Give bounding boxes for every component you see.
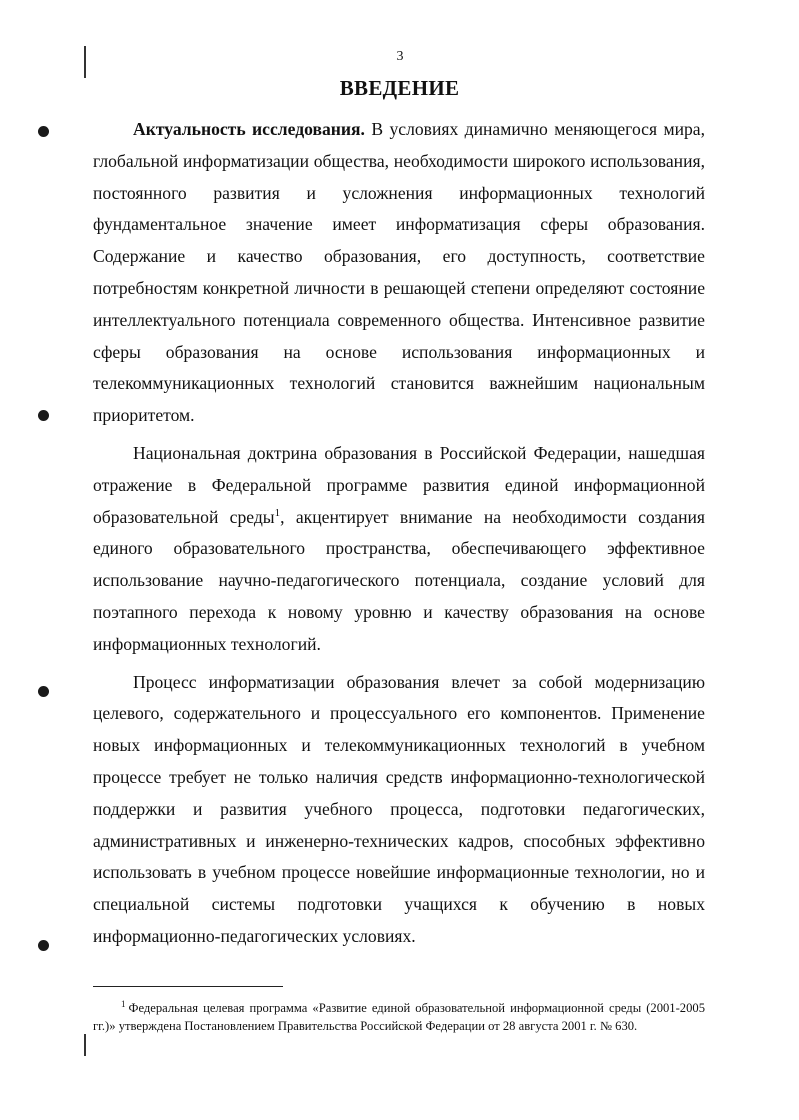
footnote-divider <box>93 986 283 987</box>
binding-hole-mark <box>38 126 49 137</box>
footnote <box>93 1000 705 1035</box>
paragraph-lead-in: Актуальность исследования. <box>133 119 365 139</box>
paragraph-text: , акцентирует внимание на необходимости создания единого образовательного пространства, обеспечивающего эффективное использование научно-педагогического потенциала, создание условий для поэтапного перехода к новому уровню и качеству образования на основе информационных технологий. <box>93 506 705 654</box>
scan-margin-bar-top <box>84 46 86 78</box>
paragraph-text: Национальная доктрина образования в Российской Федерации, нашедшая отражение в Федеральной программе развития единой информационной образовательной среды <box>93 442 705 527</box>
paragraph-text: Процесс информатизации образования влечет за собой модернизацию целевого, содержательного и процессуального его компонентов. Применение новых информационных и телекоммуникационных технологий в учебном процессе требует не только наличия средств информационно-технологической поддержки и развития учебного процесса, подготовки педагогических, административных и инженерно-технических кадров, способных эффективно использовать в учебном процессе новейшие информационные технологии, но и специальной системы подготовки учащихся к обучению в новых информационно-педагогических условиях. <box>93 671 705 946</box>
binding-hole-mark <box>38 410 49 421</box>
binding-hole-mark <box>38 940 49 951</box>
paragraph-text: В условиях динамично меняющегося мира, глобальной информатизации общества, необходимости широкого использования, постоянного развития и усложнения информационных технологий фундаментальное значение имеет информатизация сферы образования. Содержание и качество образования, его доступность, соответствие потребностям конкретной личности в решающей степени определяют состояние интеллектуального потенциала современного общества. Интенсивное развитие сферы образования на основе использования информационных и телекоммуникационных технологий становится важнейшим национальным приоритетом. <box>93 119 706 426</box>
scan-margin-bar-bottom <box>84 1034 86 1056</box>
paragraph-informatization <box>93 667 705 953</box>
paragraph-doctrine <box>93 438 705 661</box>
binding-hole-mark <box>38 686 49 697</box>
footnote-mark: 1 <box>121 998 126 1009</box>
paragraph-relevance <box>93 114 705 432</box>
body-text <box>93 114 705 953</box>
footnote-text: Федеральная целевая программа «Развитие единой образовательной информационной среды (2001-2005 гг.)» утверждена Постановлением Правительства Российской Федерации от 28 августа 2001 г. № 630. <box>93 1001 705 1033</box>
footnote-reference[interactable]: 1 <box>274 506 281 519</box>
page-number: 3 <box>396 49 404 64</box>
page-title: ВВЕДЕНИЕ <box>339 76 460 100</box>
